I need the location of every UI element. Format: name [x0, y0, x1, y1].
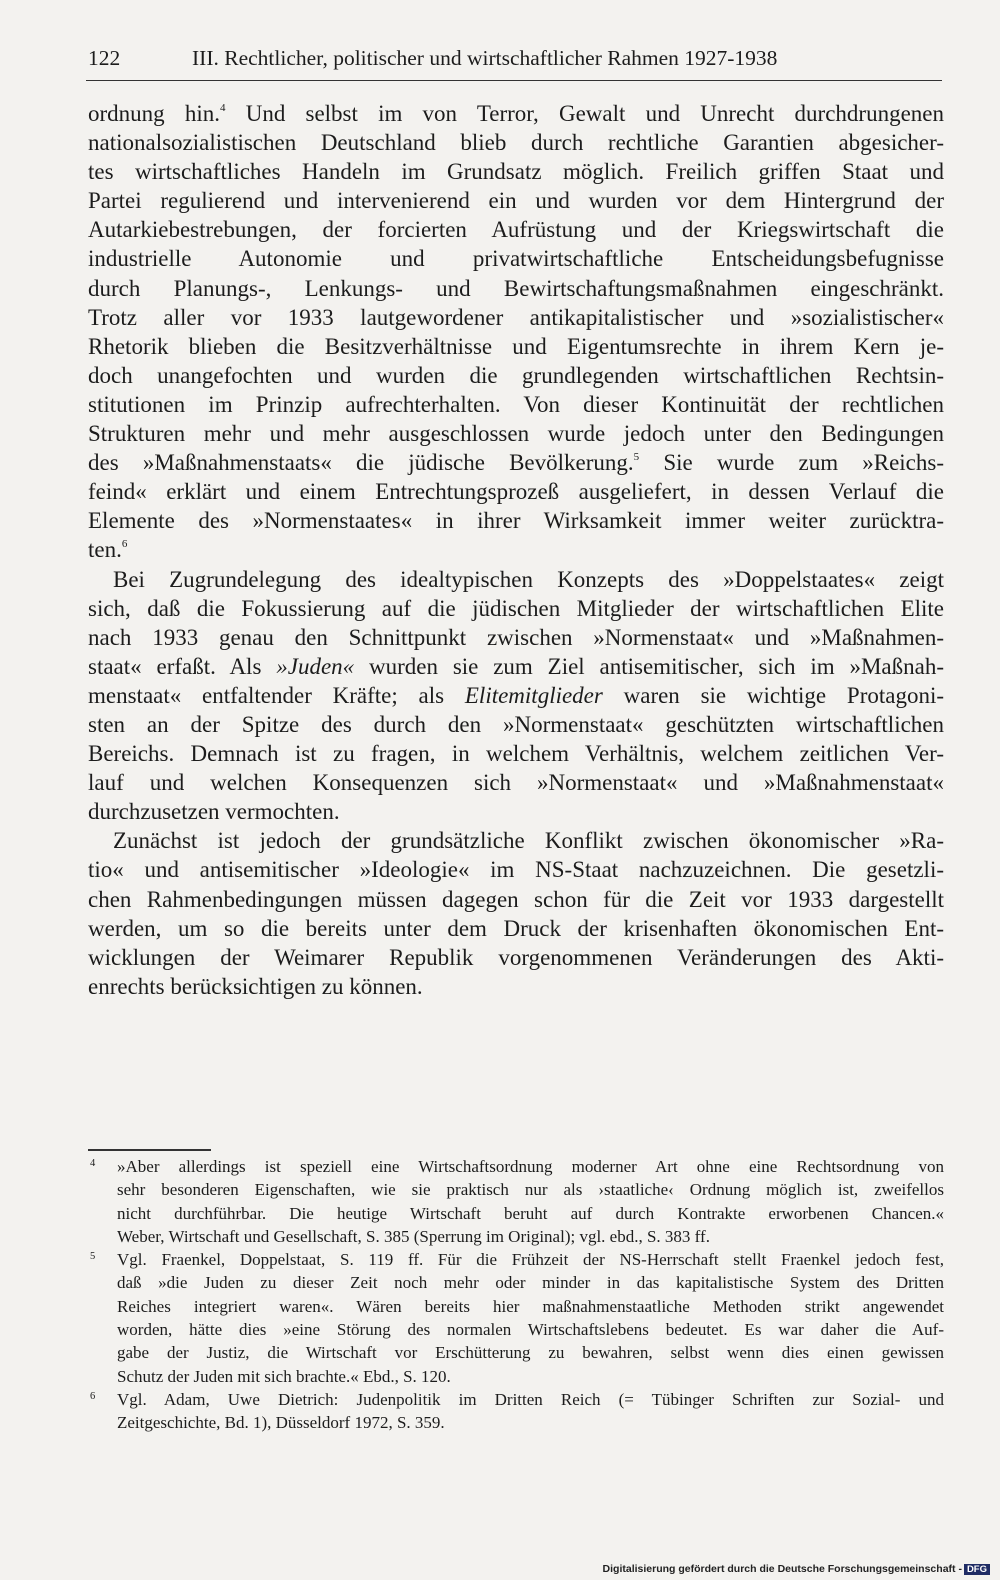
footnote-ref[interactable]: 6: [121, 538, 128, 551]
running-header: [86, 40, 942, 81]
text-line: durch Planungs-, Lenkungs- und Bewirtschaftungsmaßnahmen eingeschränkt.: [88, 275, 944, 301]
footnote: [88, 1388, 944, 1435]
footnote-line: gabe der Justiz, die Wirtschaft vor Erschütterung zu bewahren, selbst wenn dies einen gewissen: [117, 1343, 944, 1363]
digitization-footer: [603, 1563, 990, 1575]
footnote-ref[interactable]: 5: [633, 451, 640, 464]
text-line: enrechts berücksichtigen zu können.: [88, 973, 423, 999]
footnote-line: Reiches integriert waren«. Wären bereits hier maßnahmenstaatliche Methoden strikt angewendet: [117, 1296, 944, 1316]
text-line: sich, daß die Fokussierung auf die jüdischen Mitglieder der wirtschaftlichen Elite: [88, 595, 944, 621]
text-line: wicklungen der Weimarer Republik vorgenommenen Veränderungen des Akti-: [88, 944, 944, 970]
text-line: Strukturen mehr und mehr ausgeschlossen wurde jedoch unter den Bedingungen: [88, 421, 944, 447]
footnote-line: Zeitgeschichte, Bd. 1), Düsseldorf 1972, S. 359.: [117, 1413, 445, 1433]
footnote: [88, 1155, 944, 1248]
footnote-separator: [88, 1149, 211, 1151]
text-line: nationalsozialistischen Deutschland blieb durch rechtliche Garantien abgesicher-: [88, 130, 944, 156]
emphasis: »Juden«: [276, 653, 355, 679]
text-line: Rhetorik blieben die Besitzverhältnisse und Eigentumsrechte in ihrem Kern je-: [88, 333, 944, 359]
text-line: stitutionen im Prinzip aufrechterhalten. Von dieser Kontinuität der rechtlichen: [88, 391, 944, 417]
footnote-line: sehr besonderen Eigenschaften, wie sie praktisch nur als ›staatliche‹ Ordnung möglich ist, zweifellos: [117, 1180, 944, 1200]
text-line: menstaat« entfaltender Kräfte; als Elitemitglieder waren sie wichtige Protagoni-: [88, 682, 944, 708]
page-number: 122: [88, 46, 121, 70]
text-line: Partei regulierend und intervenierend ein und wurden vor dem Hintergrund der: [88, 188, 944, 214]
text-line: Bereichs. Demnach ist zu fragen, in welchem Verhältnis, welchem zeitlichen Ver-: [88, 741, 944, 767]
footnote-ref[interactable]: 4: [220, 102, 226, 114]
text-line: ordnung hin.$^4$ Und selbst im von Terror, Gewalt und Unrecht durchdrungenen: [88, 101, 945, 126]
text-line: Trotz aller vor 1933 lautgewordener antikapitalistischer und »sozialistischer«: [88, 304, 944, 330]
footnote-line: Vgl. Adam, Uwe Dietrich: Judenpolitik im Dritten Reich (= Tübinger Schriften zur Sozial- und: [117, 1389, 944, 1409]
footer-text: Digitalisierung gefördert durch die Deutsche Forschungsgemeinschaft -: [602, 1563, 962, 1575]
text-line: ten.$^6$: [88, 537, 128, 563]
text-line: durchzusetzen vermochten.: [88, 799, 340, 825]
text-line: industrielle Autonomie und privatwirtschaftliche Entscheidungsbefugnisse: [88, 246, 944, 272]
text-line: lauf und welchen Konsequenzen sich »Normenstaat« und »Maßnahmenstaat«: [88, 770, 944, 796]
running-title: III. Rechtlicher, politischer und wirtschaftlicher Rahmen 1927-1938: [192, 46, 778, 70]
text-line: sten an der Spitze des durch den »Normenstaat« geschützten wirtschaftlichen: [88, 711, 944, 737]
footnote-line: daß »die Juden zu dieser Zeit noch mehr oder minder in das kapitalistische System des Dritten: [117, 1273, 944, 1293]
text-line: des »Maßnahmenstaats« die jüdische Bevölkerung.$^5$ Sie wurde zum »Reichs-: [88, 450, 944, 476]
emphasis: Elitemitglieder: [464, 682, 603, 708]
main-text: [88, 99, 944, 1001]
footnote: [88, 1248, 944, 1388]
footnotes: [88, 1155, 944, 1435]
text-line: chen Rahmenbedingungen müssen dagegen schon für die Zeit vor 1933 dargestellt: [88, 886, 944, 912]
footnote-line: Schutz der Juden mit sich brachte.« Ebd., S. 120.: [117, 1366, 451, 1386]
text-line: staat« erfaßt. Als »Juden« wurden sie zum Ziel antisemitischer, sich im »Maßnah-: [88, 653, 944, 679]
text-line: feind« erklärt und einem Entrechtungsprozeß ausgeliefert, in dessen Verlauf die: [88, 479, 944, 505]
footnote-marker: 5: [90, 1251, 96, 1263]
text-line: Zunächst ist jedoch der grundsätzliche Konflikt zwischen ökonomischer »Ra-: [113, 828, 944, 854]
text-line: werden, um so die bereits unter dem Druck der krisenhaften ökonomischen Ent-: [88, 915, 944, 941]
text-line: Autarkiebestrebungen, der forcierten Aufrüstung und der Kriegswirtschaft die: [88, 217, 944, 243]
footnote-marker: 4: [90, 1158, 96, 1169]
text-line: Bei Zugrundelegung des idealtypischen Konzepts des »Doppelstaates« zeigt: [113, 566, 944, 592]
dfg-logo: DFG: [964, 1564, 990, 1575]
footnote-line: nicht durchführbar. Die heutige Wirtschaft beruht auf durch Kontrakte erworbenen Chancen.«: [117, 1203, 944, 1223]
text-line: tio« und antisemitischer »Ideologie« im NS-Staat nachzuzeichnen. Die gesetzli-: [88, 857, 944, 883]
text-line: doch unangefochten und wurden die grundlegenden wirtschaftlichen Rechtsin-: [88, 362, 944, 388]
footnote-line: Weber, Wirtschaft und Gesellschaft, S. 385 (Sperrung im Original); vgl. ebd., S. 383 ff.: [117, 1226, 710, 1246]
text-line: nach 1933 genau den Schnittpunkt zwischen »Normenstaat« und »Maßnahmen-: [88, 624, 944, 650]
footnote-line: Vgl. Fraenkel, Doppelstaat, S. 119 ff. Für die Frühzeit der NS-Herrschaft stellt Fraenkel jedoch fest,: [117, 1250, 944, 1270]
text-line: Elemente des »Normenstaates« in ihrer Wirksamkeit immer weiter zurücktra-: [88, 508, 944, 534]
text-line: tes wirtschaftliches Handeln im Grundsatz möglich. Freilich griffen Staat und: [88, 159, 944, 185]
footnote-marker: 6: [90, 1390, 96, 1402]
footnote-line: »Aber allerdings ist speziell eine Wirtschaftsordnung moderner Art ohne eine Rechtsordnung von: [117, 1157, 944, 1176]
footnote-line: worden, hätte dies »eine Störung des normalen Wirtschaftslebens bedeutet. Es war daher die Auf-: [117, 1320, 944, 1340]
